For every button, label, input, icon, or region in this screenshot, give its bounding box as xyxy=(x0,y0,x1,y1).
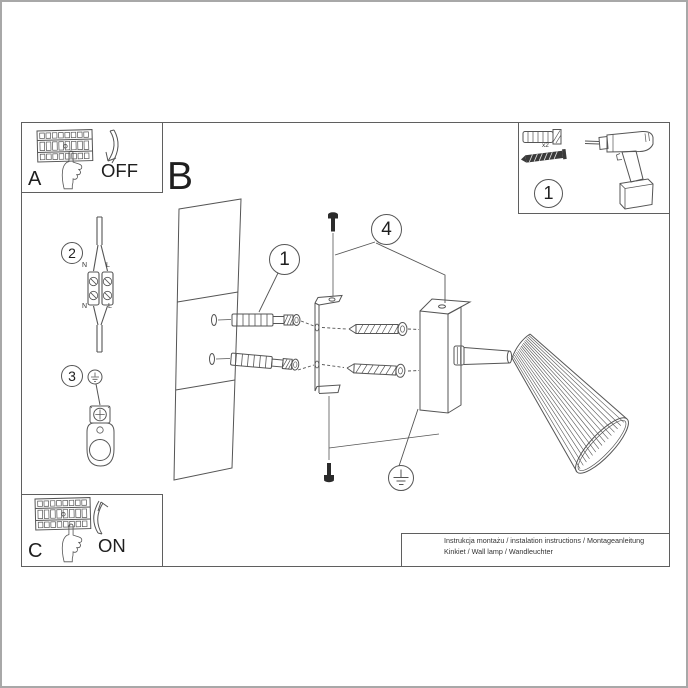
dowel-quantity-label: x2 xyxy=(542,142,549,149)
parts-step-1-badge xyxy=(534,179,563,208)
step-c-label: C xyxy=(28,540,43,562)
off-label: OFF xyxy=(101,160,138,181)
terminal-label-n-top: N xyxy=(82,262,88,269)
on-label: ON xyxy=(98,535,126,556)
step-a-label: A xyxy=(28,168,42,190)
callout-4-badge xyxy=(371,214,402,245)
section-letter-b: B xyxy=(167,155,194,198)
terminal-label-l-bottom: L xyxy=(108,303,112,310)
parts-step-1-number: 1 xyxy=(543,183,554,203)
callout-4-number: 4 xyxy=(381,218,392,240)
step-2-badge xyxy=(61,242,83,264)
footer-line-2: Kinkiet / Wall lamp / Wandleuchter xyxy=(444,546,553,556)
step-a-box xyxy=(21,122,163,193)
step-3-number: 3 xyxy=(68,368,76,384)
callout-1-badge xyxy=(269,244,300,275)
footer-text xyxy=(444,536,644,557)
step-3-badge xyxy=(61,365,83,387)
step-2-number: 2 xyxy=(68,245,76,261)
callout-1-number: 1 xyxy=(279,248,290,270)
terminal-label-l-top: L xyxy=(106,262,110,269)
terminal-label-n-bottom: N xyxy=(82,303,88,310)
footer-line-1: Instrukcja montażu / instalation instructions / Montageanleitung xyxy=(444,536,645,545)
